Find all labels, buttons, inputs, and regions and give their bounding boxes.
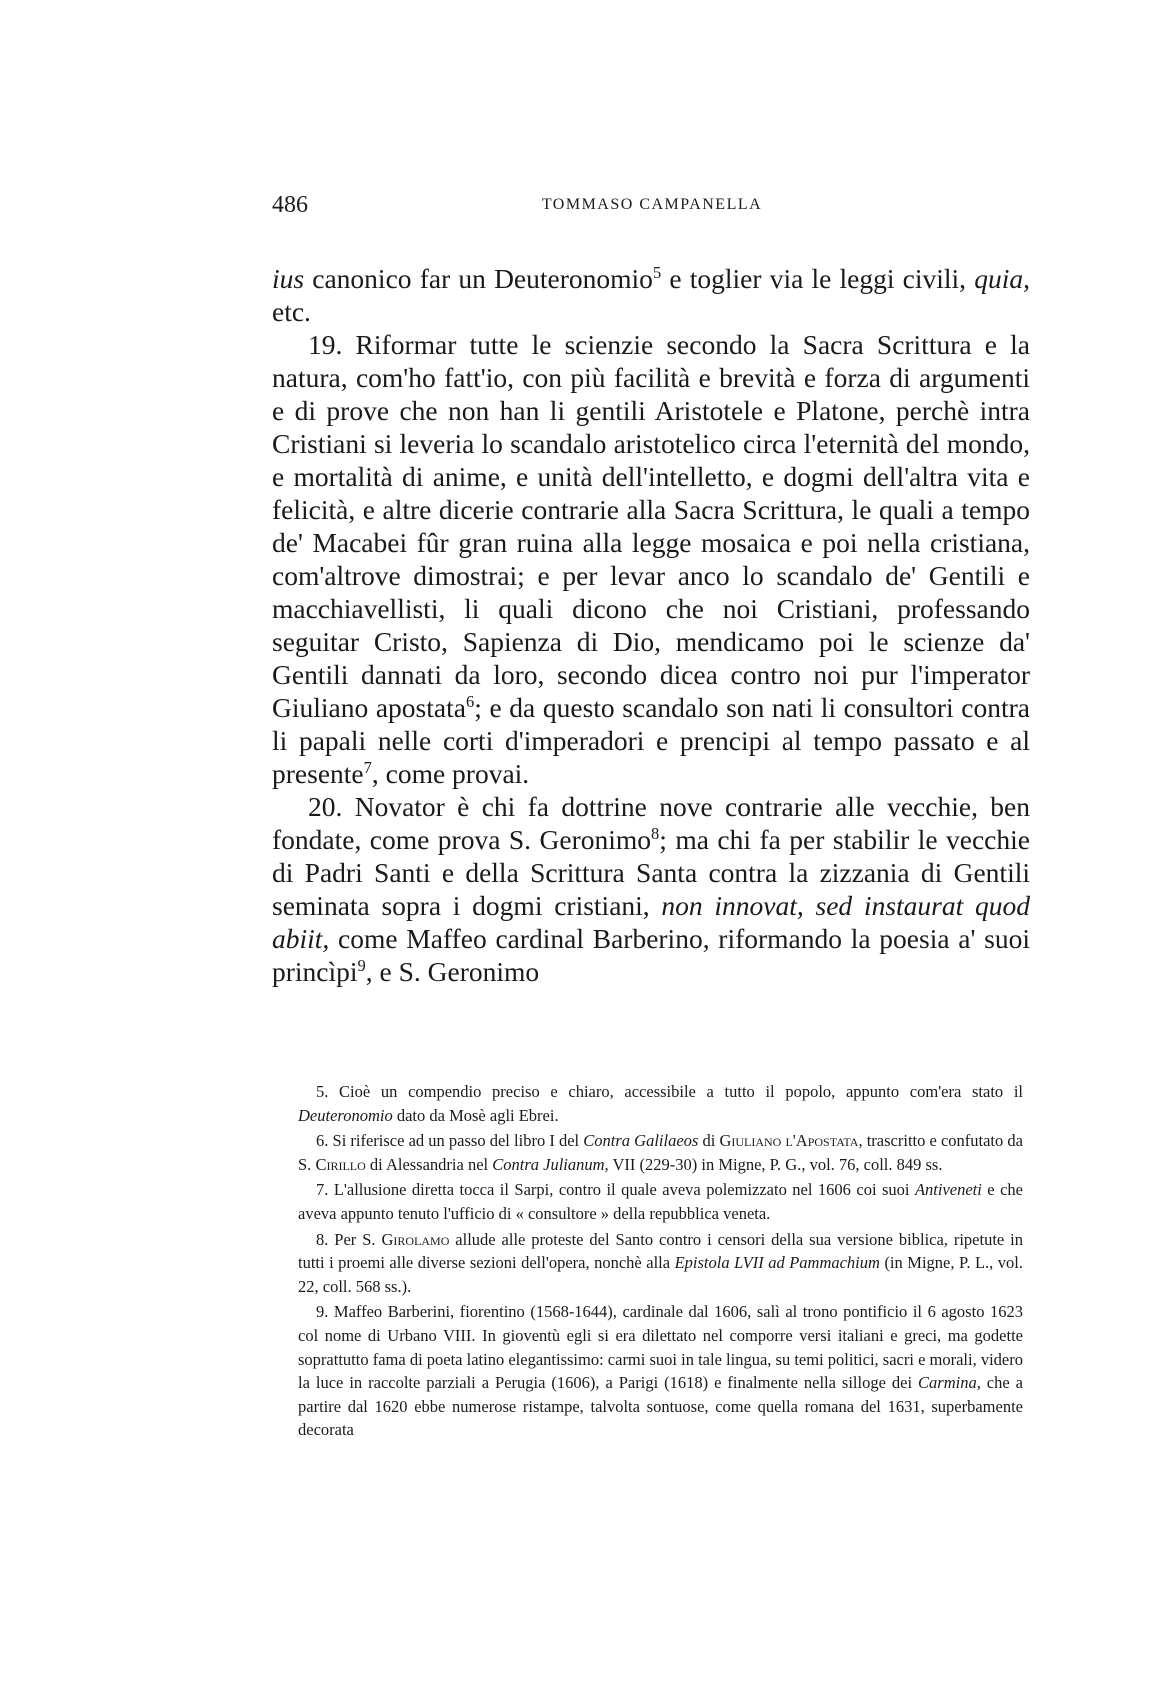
- footnote-ref: 6: [465, 691, 475, 711]
- main-text: [272, 262, 1030, 988]
- footnote-ref: 9: [357, 955, 366, 975]
- footnote-ref: 5: [652, 262, 662, 282]
- footnote-7: 7. L'allusione diretta tocca il Sarpi, contro il quale aveva polemizzato nel 1606 coi suoi Antiveneti e che aveva appunto tenuto l'ufficio di « consultore » della repubblica veneta.: [298, 1180, 1023, 1223]
- italic-text: quia,: [974, 263, 1030, 294]
- footnote-6: 6. Si riferisce ad un passo del libro I del Contra Galilaeos di Giuliano l'Apostata, trascritto e confutato da S. Cirillo di Alessandria nel Contra Julianum, VII (229-30) in Migne, P. G., vol. 76, coll. 849 ss.: [298, 1131, 1023, 1174]
- paragraph-20: 20. Novator è chi fa dottrine nove contrarie alle vecchie, ben fondate, come prova S. Geronimo$^8$; ma chi fa per stabilir le vecchie di Padri Santi e della Scrittura Santa contra la zizzania di Gentili seminata sopra i dogmi cristiani, non innovat, sed instaurat quod abiit, come Maffeo cardinal Barberino, riformando la poesia a' suoi princìpi$^9$, e S. Geronimo: [272, 791, 1030, 987]
- footnote-ref: 8: [651, 823, 660, 843]
- footnote-9: 9. Maffeo Barberini, fiorentino (1568-1644), cardinale dal 1606, salì al trono pontificio il 6 agosto 1623 col nome di Urbano VIII. In gioventù egli si era dilettato nel comporre versi italiani e greci, ma godette soprattutto fama di poeta latino elegantissimo: carmi suoi in tale lingua, su temi politici, sacri e morali, videro la luce in raccolte parziali a Perugia (1606), a Parigi (1618) e finalmente nella silloge dei Carmina, che a partire dal 1620 ebbe numerose ristampe, talvolta sontuose, come quella romana del 1631, superbamente decorata: [298, 1302, 1023, 1440]
- paragraph-19: 19. Riformar tutte le scienzie secondo la Sacra Scrittura e la natura, com'ho fatt'io, con più facilità e brevità e forza di argumenti e di prove che non han li gentili Aristotele e Platone, perchè intra Cristiani si leveria lo scandalo aristotelico circa l'eternità del mondo, e mortalità di anime, e unità dell'intelletto, e dogmi dell'altra vita e felicità, e altre dicerie contrarie alla Sacra Scrittura, le quali a tempo de' Macabei fûr gran ruina alla legge mosaica e poi nella cristiana, com'altrove dimostrai; e per levar anco lo scandalo de' Gentili e macchiavellisti, li quali dicono che noi Cristiani, professando seguitar Cristo, Sapienza di Dio, mendicamo poi le scienze da' Gentili dannati da loro, secondo dicea contro noi pur l'imperator Giuliano apostata$^6$; e da questo scandalo son nati li consultori contra li papali nelle corti d'imperadori e prencipi al tempo passato e al presente$^7$, come provai.: [272, 329, 1030, 789]
- paragraph-continuation: ius canonico far un Deuteronomio$^5$ e toglier via le leggi civili, quia, etc.: [272, 262, 1030, 327]
- footnote-ref: 7: [363, 757, 372, 777]
- footnote-5: 5. Cioè un compendio preciso e chiaro, accessibile a tutto il popolo, appunto com'era stato il Deuteronomio dato da Mosè agli Ebrei.: [298, 1082, 1023, 1125]
- page-number: 486: [272, 192, 308, 218]
- running-head: [272, 192, 1032, 222]
- italic-text: ius: [272, 263, 305, 294]
- footnotes: [298, 1080, 1023, 1444]
- italic-text: non innovat, sed instaurat quod abiit,: [272, 890, 1030, 954]
- footnote-8: 8. Per S. Girolamo allude alle proteste del Santo contro i censori della sua versione biblica, ripetute in tutti i proemi alle diverse sezioni dell'opera, nonchè alla Epistola LVII ad Pammachium (in Migne, P. L., vol. 22, coll. 568 ss.).: [298, 1229, 1024, 1296]
- running-title: TOMMASO CAMPANELLA: [541, 196, 763, 213]
